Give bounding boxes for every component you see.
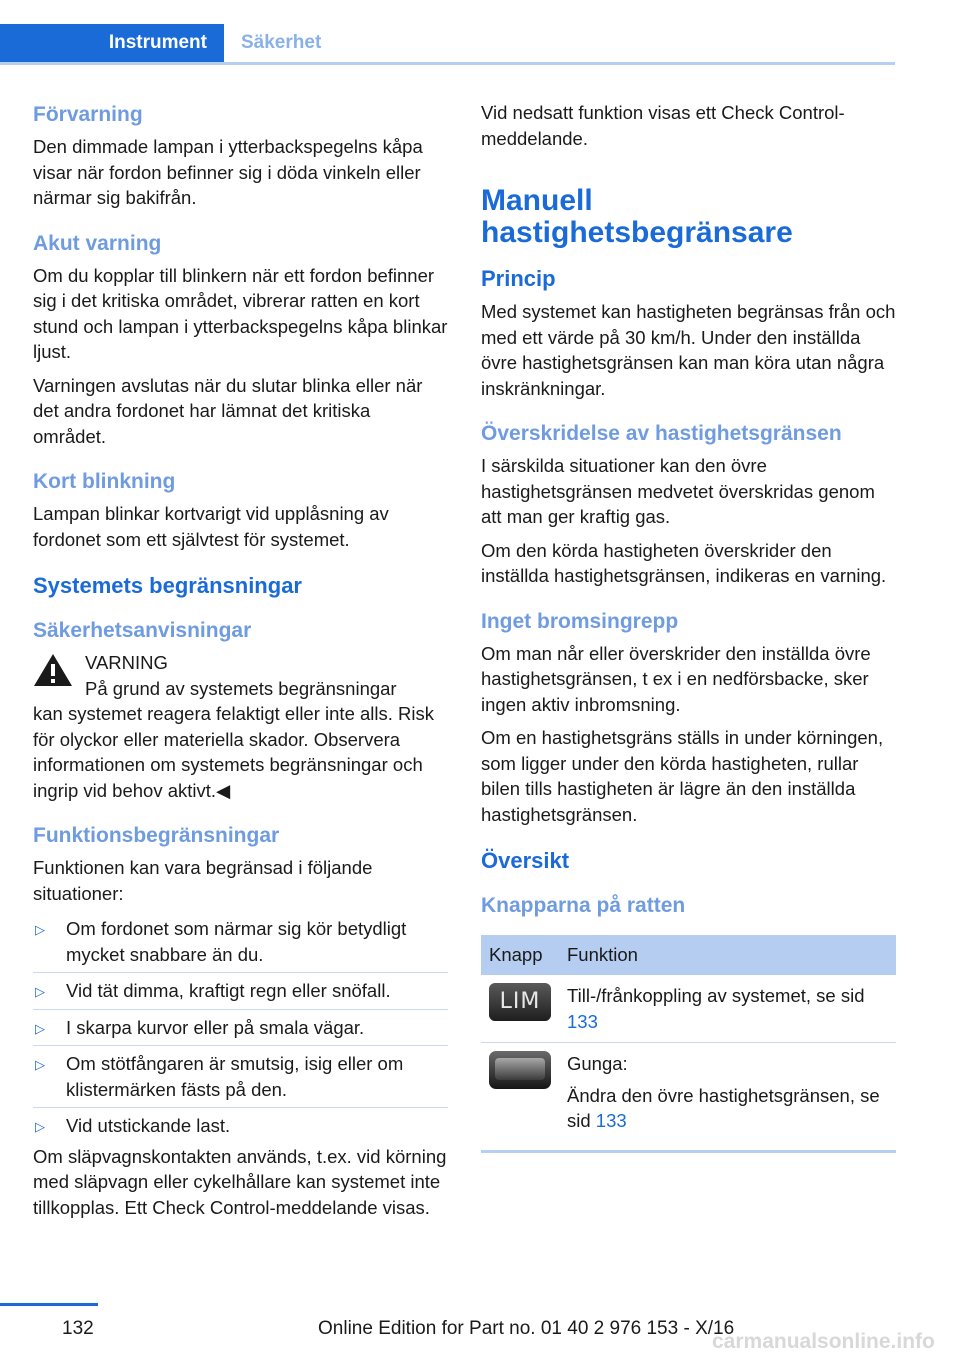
heading-overskridelse: Överskridelse av hastighetsgränsen xyxy=(481,422,842,445)
triangle-bullet-icon: ▷ xyxy=(35,984,45,999)
list-item: ▷ I skarpa kurvor eller på smala vägar. xyxy=(33,1010,448,1047)
paragraph-inget-2: Om en hastighetsgräns ställs in under körningen, som ligger under den körda hastigheten, rullar bilen tills hastigheten är lägre än den inställda hastighetsgränsen. xyxy=(481,727,884,825)
table-header-row xyxy=(481,935,896,975)
heading-forvarning: Förvarning xyxy=(33,103,143,126)
heading-princip: Princip xyxy=(481,266,556,291)
heading-kort-blinkning: Kort blinkning xyxy=(33,470,176,493)
table-row xyxy=(481,1043,896,1152)
column-header-knapp: Knapp xyxy=(481,935,559,975)
heading-funktionsbegransningar: Funktionsbegränsningar xyxy=(33,824,280,847)
column-header-funktion: Funktion xyxy=(559,935,896,975)
row2-text: Ändra den övre hastighetsgränsen, se sid xyxy=(567,1084,880,1131)
watermark: carmanualsonline.info xyxy=(712,1330,935,1353)
row2-label: Gunga: xyxy=(567,1053,628,1074)
footer-rule xyxy=(0,1303,98,1306)
buttons-table xyxy=(481,935,896,1153)
warning-triangle-icon xyxy=(33,652,73,688)
list-item: ▷ Vid utstickande last. xyxy=(33,1108,448,1144)
paragraph-over-2: Om den körda hastigheten överskrider den inställda hastighetsgränsen, indikeras en varning. xyxy=(481,539,887,586)
paragraph-over-1: I särskilda situationer kan den övre hastighetsgränsen medvetet överskridas genom att man ger kraftig gas. xyxy=(481,455,875,527)
edition-text: Online Edition for Part no. 01 40 2 976 153 - X/16 xyxy=(318,1318,735,1339)
paragraph-nedsatt: Vid nedsatt funktion visas ett Check Control-meddelande. xyxy=(481,102,845,149)
list-item: ▷ Om stötfångaren är smutsig, isig eller om klistermärken fästs på den. xyxy=(33,1046,448,1108)
paragraph-funktion: Funktionen kan vara begränsad i följande situationer: xyxy=(33,857,373,904)
lim-button-icon: LIM xyxy=(489,983,551,1021)
warning-block xyxy=(33,650,448,701)
row1-text: Till-/frånkoppling av systemet, se sid xyxy=(567,985,865,1006)
heading-systemets-begransningar: Systemets begränsningar xyxy=(33,573,302,598)
paragraph-slapvagn: Om släpvagnskontakten används, t.ex. vid körning med släpvagn eller cykelhållare kan systemet inte tillkopplas. Ett Check Control-meddelande visas. xyxy=(33,1145,447,1218)
page-link[interactable]: 133 xyxy=(567,1010,598,1032)
page-number: 132 xyxy=(62,1318,94,1339)
paragraph-kort-blinkning: Lampan blinkar kortvarigt vid upplåsning av fordonet som ett självtest för systemet. xyxy=(33,503,389,550)
left-column xyxy=(33,100,448,1228)
paragraph-princip: Med systemet kan hastigheten begränsas från och med ett värde på 30 km/h. Under den inställda övre hastighetsgränsen kan man köra utan några inskränkningar. xyxy=(481,301,896,399)
list-item: ▷ Vid tät dimma, kraftigt regn eller snöfall. xyxy=(33,973,448,1010)
page-link[interactable]: 133 xyxy=(595,1110,627,1131)
paragraph-akut-1: Om du kopplar till blinkern när ett fordon befinner sig i det kritiska området, vibrerar ratten en kort stund och lampan i ytterbackspegelns kåpa blinkar ljust. xyxy=(33,264,448,362)
paragraph-forvarning: Den dimmade lampan i ytterbackspegelns kåpa visar när fordon befinner sig i döda vinkeln eller närmar sig bakifrån. xyxy=(33,136,423,208)
list-item: ▷ Om fordonet som närmar sig kör betydligt mycket snabbare än du. xyxy=(33,914,448,973)
heading-akut-varning: Akut varning xyxy=(33,231,162,255)
tab-sakerhet[interactable]: Säkerhet xyxy=(241,32,322,53)
heading-oversikt: Översikt xyxy=(481,848,570,873)
warning-line-1: På grund av systemets begränsningar xyxy=(85,677,397,699)
heading-knapparna: Knapparna på ratten xyxy=(481,894,686,917)
heading-inget-bromsingrepp: Inget bromsingrepp xyxy=(481,609,679,633)
heading-manuell-hastighetsbegransare: Manuell hastighetsbegränsare xyxy=(481,184,793,249)
right-column xyxy=(481,100,896,1153)
triangle-bullet-icon: ▷ xyxy=(35,1119,45,1134)
triangle-bullet-icon: ▷ xyxy=(35,1057,45,1072)
table-row xyxy=(481,975,896,1043)
warning-title: VARNING xyxy=(85,652,168,673)
paragraph-inget-1: Om man når eller överskrider den inställda övre hastighetsgränsen, t ex i en nedförsbacke, sker ingen aktiv inbromsning. xyxy=(481,642,871,715)
header-tabs xyxy=(0,24,895,65)
paragraph-akut-2: Varningen avslutas när du slutar blinka eller när det andra fordonet har lämnat det kritiska området. xyxy=(33,374,423,447)
heading-sakerhetsanvisningar: Säkerhetsanvisningar xyxy=(33,619,252,642)
bullet-list xyxy=(33,914,448,1144)
triangle-bullet-icon: ▷ xyxy=(35,1020,45,1036)
rocker-switch-icon xyxy=(489,1051,551,1089)
warning-text: kan systemet reagera felaktigt eller inte alls. Risk för olyckor eller materiella skador. Observera informationen om systemets begränsningar och ingrip vid behov aktivt.◀ xyxy=(33,703,435,801)
triangle-bullet-icon: ▷ xyxy=(35,922,45,937)
tab-instrument[interactable]: Instrument xyxy=(0,24,224,62)
